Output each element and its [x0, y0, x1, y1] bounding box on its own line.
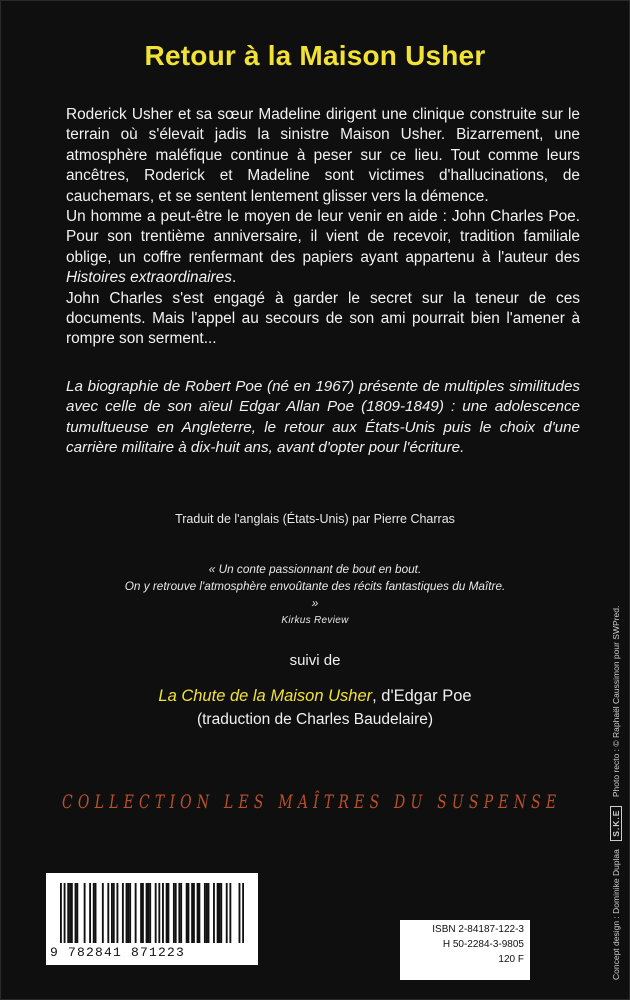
concept-design-credit: Concept design : Dominike Duplaa [611, 849, 621, 980]
barcode-bar [219, 883, 221, 943]
press-quote [120, 561, 510, 629]
barcode-bar [126, 883, 128, 943]
barcode-bar [107, 883, 109, 943]
collection-name: COLLECTION LES MAÎTRES DU SUSPENSE [62, 792, 562, 814]
barcode-bar [84, 883, 86, 943]
barcode-bar [166, 883, 168, 943]
photo-credit: Photo recto : © Raphaël Caussimon pour SWPred. [611, 605, 621, 798]
barcode-bar [135, 883, 137, 943]
barcode-bar [67, 883, 69, 943]
barcode-bar [111, 883, 113, 943]
barcode-bar [113, 883, 115, 943]
barcode-bar [146, 883, 148, 943]
isbn-block [400, 920, 530, 980]
synopsis-paragraph-3: John Charles s'est engagé à garder le secret sur la teneur de ces documents. Mais l'appel au secours de son ami pourrait bien l'amener à rompre son serment... [66, 289, 580, 348]
design-credits [610, 560, 622, 980]
barcode-bar [158, 883, 160, 943]
barcode-bar [155, 883, 157, 943]
barcode [46, 873, 258, 965]
barcode-bar [239, 883, 241, 943]
barcode-bar [127, 883, 129, 943]
barcode-bar [178, 883, 180, 943]
barcode-bars [60, 883, 244, 943]
histoires-extraordinaires-title: Histoires extraordinaires [66, 269, 232, 287]
price: 120 F [498, 954, 524, 965]
barcode-bar [162, 883, 164, 943]
barcode-bar [208, 883, 210, 943]
companion-work [0, 687, 630, 706]
barcode-bar [75, 883, 77, 943]
barcode-bar [180, 883, 182, 943]
barcode-bar [188, 883, 190, 943]
companion-work-title: La Chute de la Maison Usher [158, 687, 373, 705]
barcode-digits: 9 782841 871223 [50, 945, 186, 960]
synopsis-paragraph-2-end: . [231, 269, 237, 287]
barcode-bar [197, 883, 199, 943]
barcode-bar [175, 883, 177, 943]
publisher-code: H 50-2284-3-9805 [442, 939, 524, 950]
press-quote-source: Kirkus Review [281, 615, 349, 626]
barcode-bar [226, 883, 228, 943]
press-quote-line-2: On y retrouve l'atmosphère envoûtante des récits fantastiques du Maître. » [124, 579, 506, 610]
barcode-bar [206, 883, 208, 943]
barcode-bar [186, 883, 188, 943]
synopsis-paragraph-2-text: Un homme a peut-être le moyen de leur venir en aide : John Charles Poe. Pour son trentième anniversaire, il vient de recevoir, tradition familiale oblige, un coffre renfermant des papiers ayant appartenu à l'auteur des [66, 208, 580, 266]
barcode-bar [122, 883, 124, 943]
synopsis-paragraph-1: Roderick Usher et sa sœur Madeline dirigent une clinique construite sur le terrain où s'élevait jadis la sinistre Maison Usher. Bizarrement, une atmosphère maléfique continue à peser sur ce lieu. Tout comme leurs ancêtres, Roderick et Madeline sont victimes d'hallucinations, de cauchemars, et se sentent lentement glisser vers la démence. [66, 106, 580, 205]
publisher-logo: S.K.E [610, 806, 622, 841]
barcode-bar [89, 883, 91, 943]
barcode-bar [147, 883, 149, 943]
press-quote-line-1: « Un conte passionnant de bout en bout. [208, 562, 422, 576]
barcode-bar [191, 883, 193, 943]
companion-work-author: , d'Edgar Poe [372, 687, 472, 705]
barcode-bar [69, 883, 71, 943]
synopsis [66, 105, 580, 350]
barcode-bar [102, 883, 104, 943]
barcode-bar [198, 883, 200, 943]
book-title: Retour à la Maison Usher [144, 40, 486, 71]
isbn-number: ISBN 2-84187-122-3 [432, 924, 524, 935]
barcode-bar [71, 883, 73, 943]
barcode-bar [220, 883, 222, 943]
barcode-bar [76, 883, 78, 943]
barcode-bar [93, 883, 95, 943]
barcode-bar [229, 883, 231, 943]
barcode-bar [242, 883, 244, 943]
barcode-bar [95, 883, 97, 943]
barcode-bar [116, 883, 118, 943]
barcode-bar [173, 883, 175, 943]
barcode-bar [204, 883, 206, 943]
barcode-bar [142, 883, 144, 943]
barcode-bar [213, 883, 215, 943]
companion-work-translation: (traduction de Charles Baudelaire) [196, 711, 434, 728]
barcode-bar [64, 883, 66, 943]
author-biography: La biographie de Robert Poe (né en 1967) présente de multiples similitudes avec celle de son aïeul Edgar Allan Poe (1809-1849) : une adolescence tumultueuse en Angleterre, le retour aux États-Unis puis le choix d'une carrière militaire à dix-huit ans, avant d'opter pour l'écriture. [66, 378, 580, 457]
translator-credit: Traduit de l'anglais (États-Unis) par Pierre Charras [175, 512, 455, 526]
followed-by-label: suivi de [289, 652, 341, 669]
barcode-bar [140, 883, 142, 943]
barcode-bar [129, 883, 131, 943]
synopsis-paragraph-2 [66, 207, 580, 289]
barcode-bar [60, 883, 62, 943]
barcode-bar [167, 883, 169, 943]
barcode-bar [149, 883, 151, 943]
barcode-bar [193, 883, 195, 943]
barcode-bar [217, 883, 219, 943]
